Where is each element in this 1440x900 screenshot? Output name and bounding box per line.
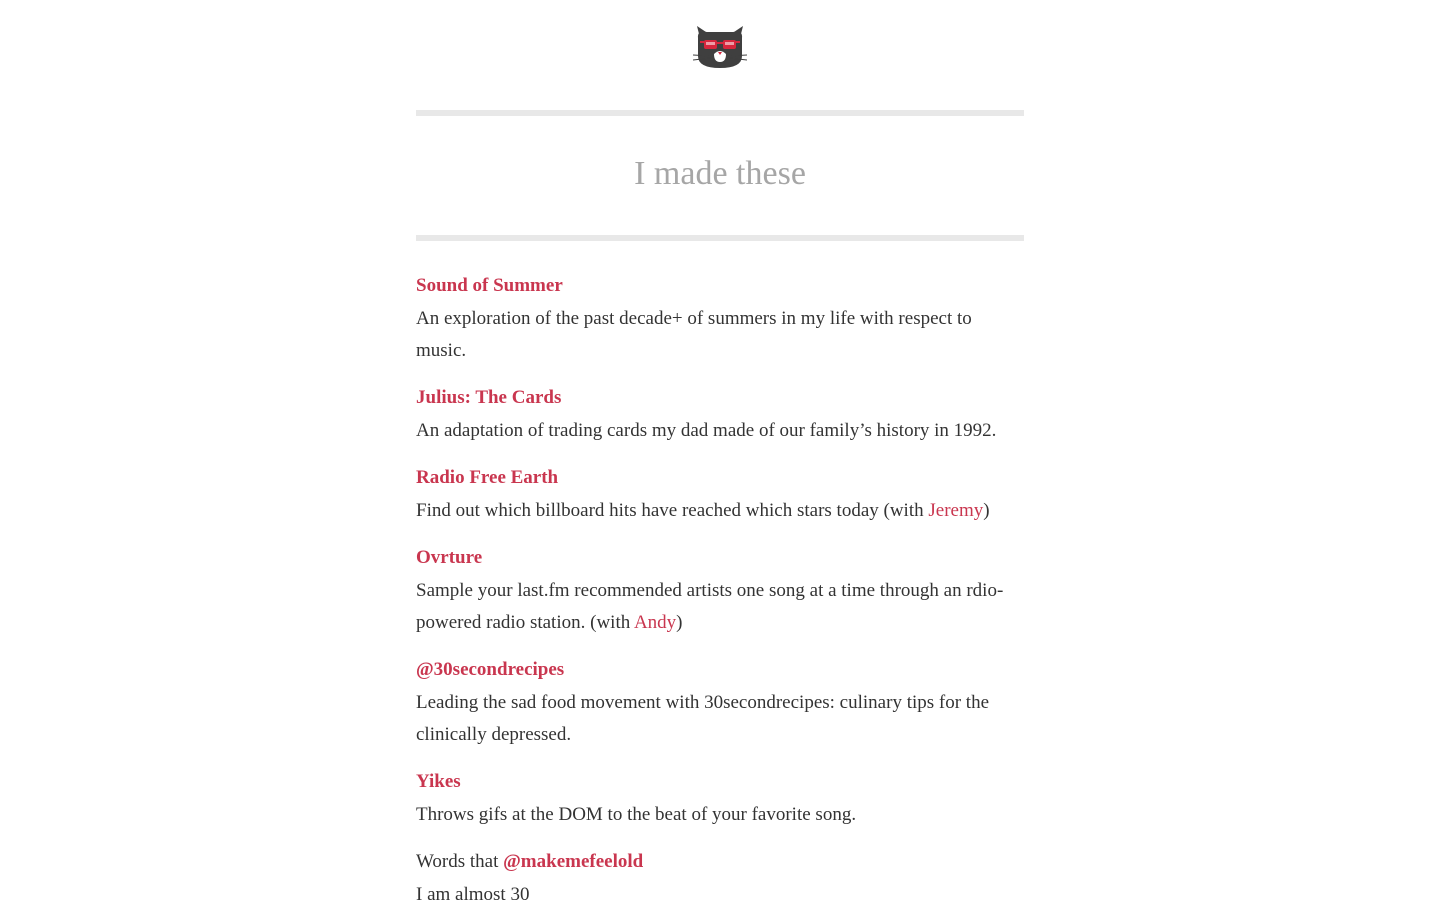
handle-link-makemefeelold[interactable]: @makemefeelold	[503, 851, 644, 872]
collaborator-link-jeremy[interactable]: Jeremy	[928, 500, 984, 521]
project-item-makemefeelold	[416, 849, 1024, 900]
cat-sunglasses-logo-icon[interactable]	[693, 22, 747, 70]
project-link-30secondrecipes[interactable]: @30secondrecipes	[416, 659, 565, 680]
project-description: An adaptation of trading cards my dad made of our family’s history in 1992.	[416, 420, 997, 441]
description-text-end: )	[676, 612, 683, 633]
project-description: I am almost 30	[416, 884, 530, 900]
project-item-ovrture	[416, 545, 1024, 639]
project-link-ovrture[interactable]: Ovrture	[416, 547, 483, 568]
project-description	[416, 575, 1024, 639]
project-item-julius-the-cards	[416, 385, 1024, 447]
heading-prefix: Words that	[416, 851, 504, 872]
description-text: Sample your last.fm recommended artists one song at a time through an rdio-powered radio station. (with	[416, 580, 1004, 633]
page-title: I made these	[634, 155, 806, 192]
project-link-yikes[interactable]: Yikes	[416, 771, 461, 792]
project-link-radio-free-earth[interactable]: Radio Free Earth	[416, 467, 559, 488]
project-item-yikes	[416, 769, 1024, 831]
project-item-30secondrecipes	[416, 657, 1024, 751]
project-description: Leading the sad food movement with 30secondrecipes: culinary tips for the clinically depressed.	[416, 692, 990, 745]
description-text: Find out which billboard hits have reached which stars today (with	[416, 500, 929, 521]
project-heading-makemefeelold	[416, 849, 1024, 874]
project-description: Throws gifs at the DOM to the beat of your favorite song.	[416, 804, 857, 825]
top-divider	[416, 110, 1024, 116]
description-text-end: )	[983, 500, 990, 521]
project-link-sound-of-summer[interactable]: Sound of Summer	[416, 275, 563, 296]
project-list	[416, 273, 1024, 900]
project-link-julius-the-cards[interactable]: Julius: The Cards	[416, 387, 562, 408]
collaborator-link-andy[interactable]: Andy	[633, 612, 677, 633]
project-item-radio-free-earth	[416, 465, 1024, 527]
bottom-divider	[416, 235, 1024, 241]
project-description: An exploration of the past decade+ of summers in my life with respect to music.	[416, 308, 972, 361]
project-description	[416, 495, 1024, 527]
project-item-sound-of-summer	[416, 273, 1024, 367]
